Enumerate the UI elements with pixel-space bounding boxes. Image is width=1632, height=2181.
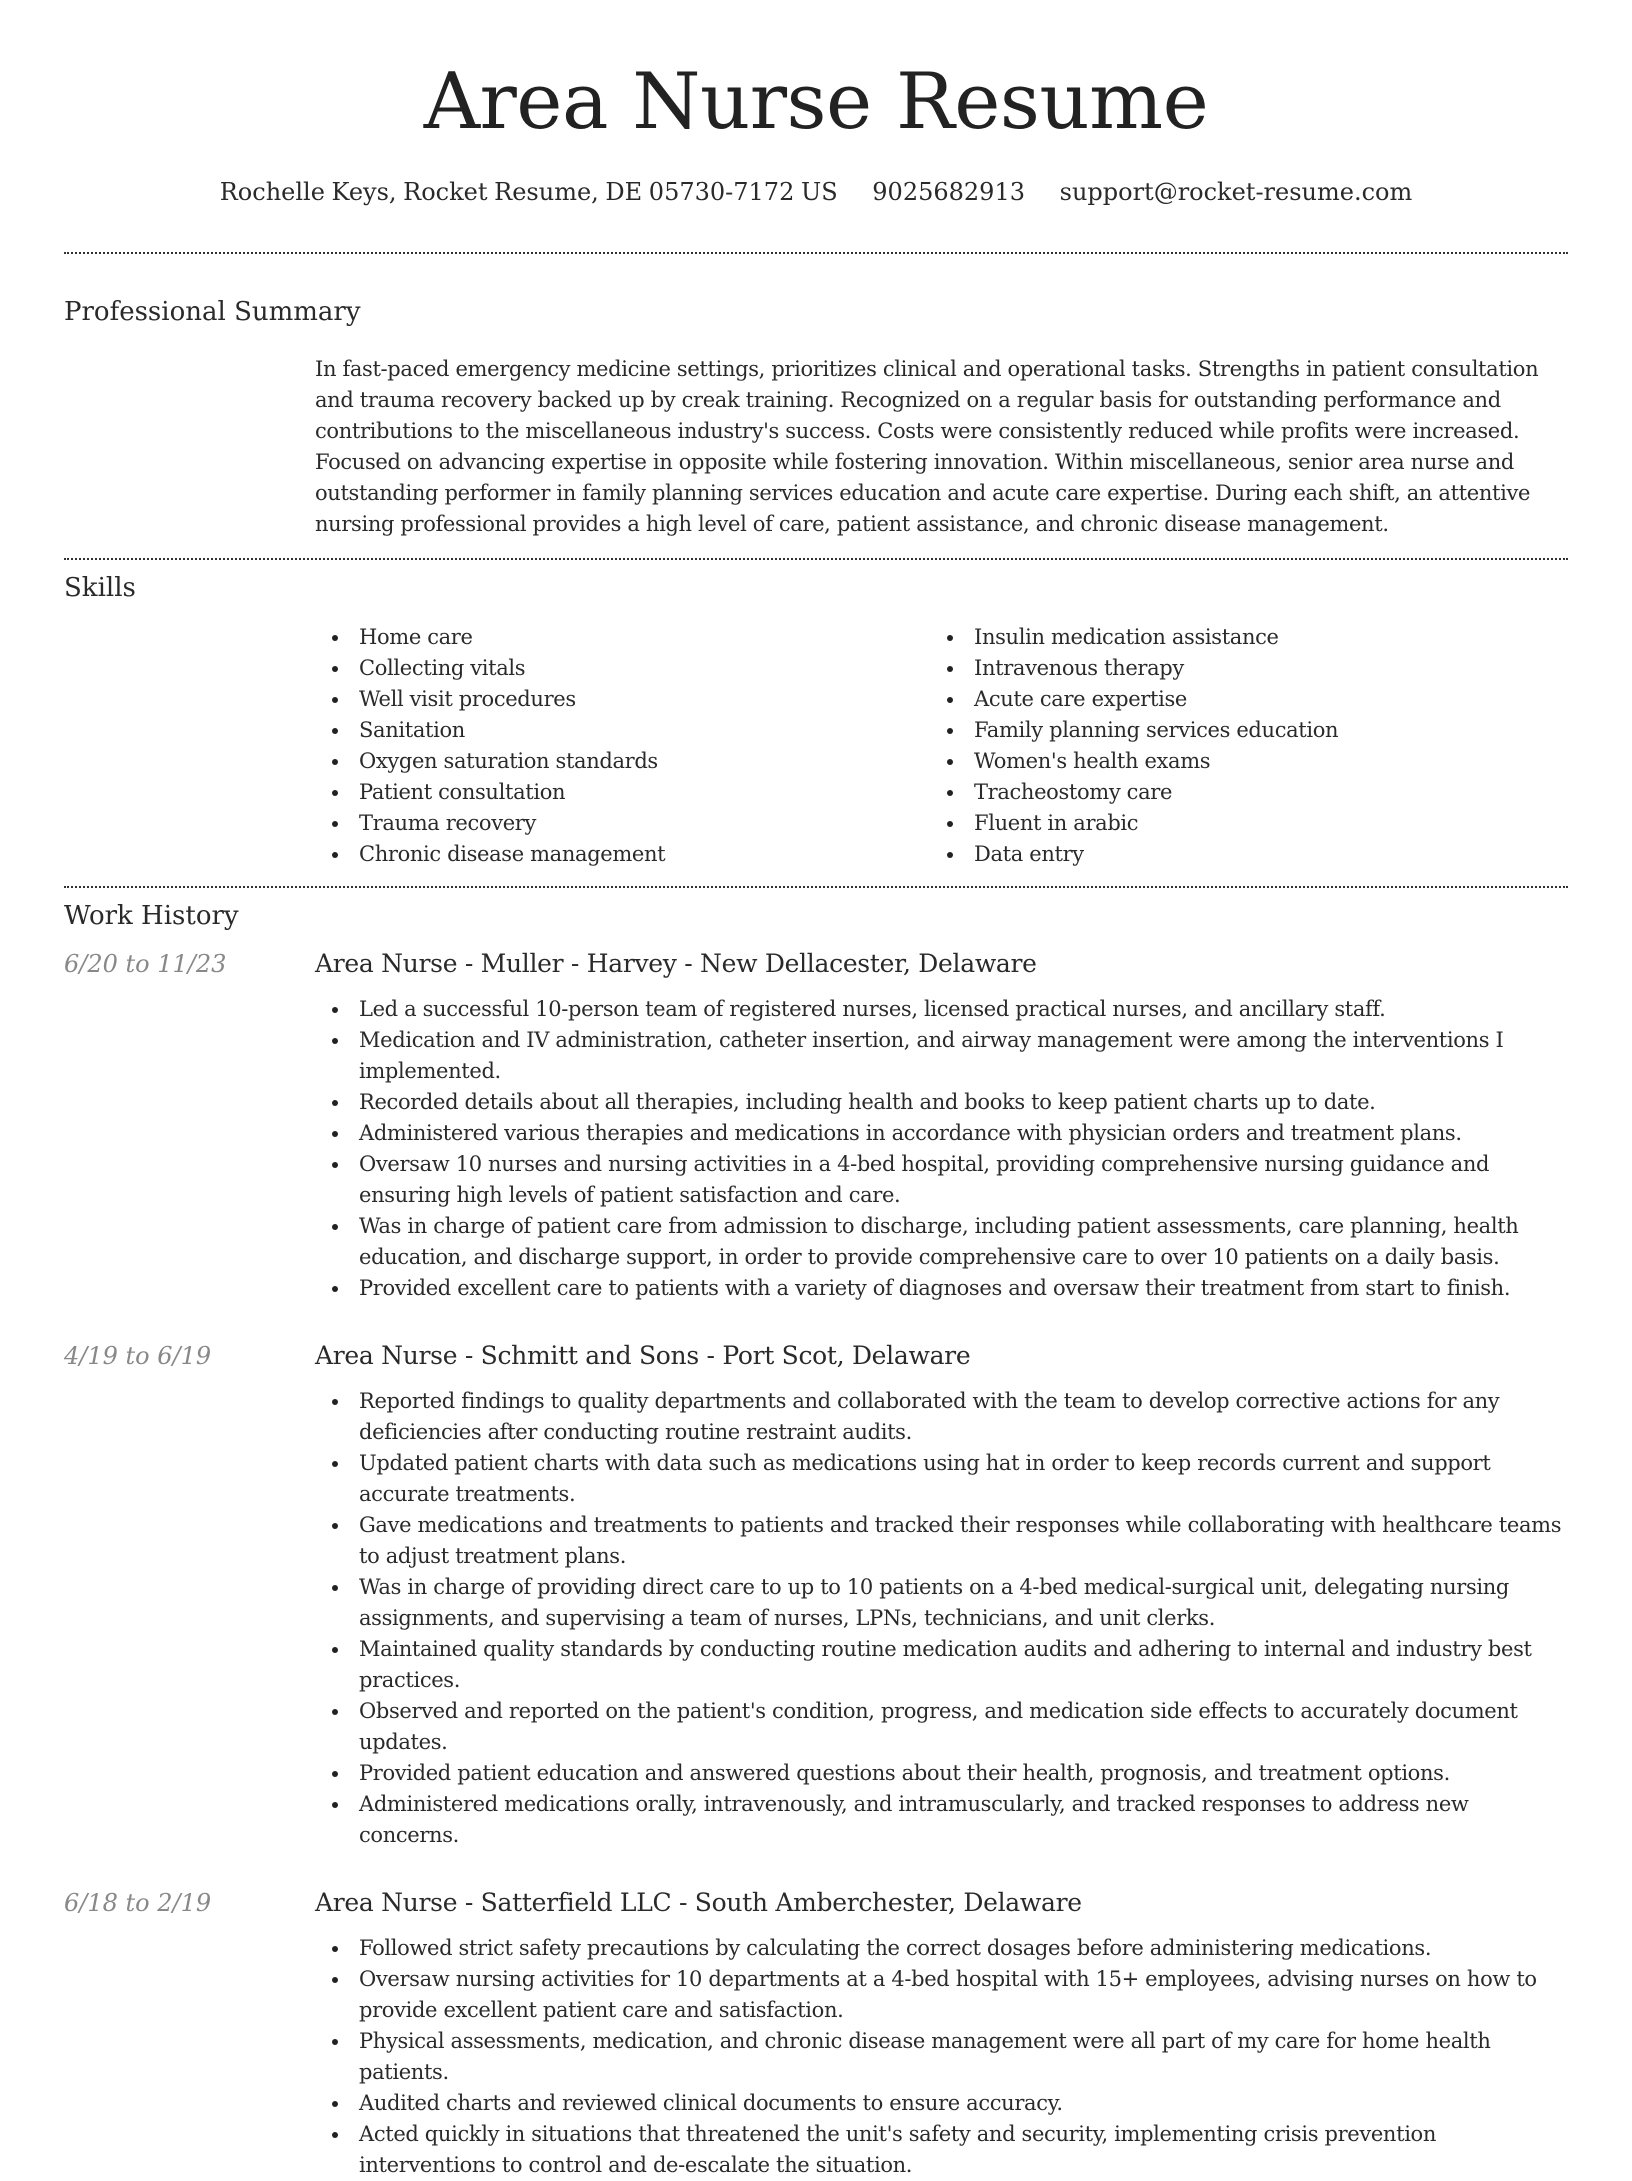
job-details xyxy=(315,1338,1568,1851)
list-item: Was in charge of patient care from admission to discharge, including patient assessments, care planning, health education, and discharge support, in order to provide comprehensive care to over 10 patients on a daily basis. xyxy=(315,1211,1568,1273)
job-title: Area Nurse - Schmitt and Sons - Port Scot, Delaware xyxy=(315,1341,971,1370)
list-item: Family planning services education xyxy=(930,715,1545,746)
list-item: Tracheostomy care xyxy=(930,777,1545,808)
list-item: Intravenous therapy xyxy=(930,653,1545,684)
skills-section xyxy=(64,570,1568,870)
job-bullet-list xyxy=(315,994,1568,1304)
work-section xyxy=(64,898,1568,2181)
job-list xyxy=(64,946,1568,2181)
contact-line xyxy=(64,174,1568,210)
job-bullet-list xyxy=(315,1386,1568,1851)
list-item: Updated patient charts with data such as medications using hat in order to keep records current and support accurate treatments. xyxy=(315,1448,1568,1510)
list-item: Recorded details about all therapies, including health and books to keep patient charts up to date. xyxy=(315,1087,1568,1118)
divider xyxy=(64,886,1568,888)
divider xyxy=(64,558,1568,560)
job-entry xyxy=(64,1338,1568,1851)
list-item: Medication and IV administration, catheter insertion, and airway management were among the interventions I implemented. xyxy=(315,1025,1568,1087)
job-entry xyxy=(64,1885,1568,2181)
list-item: Acted quickly in situations that threatened the unit's safety and security, implementing crisis prevention interventions to control and de-escalate the situation. xyxy=(315,2119,1568,2181)
list-item: Sanitation xyxy=(315,715,930,746)
job-dates: 6/18 to 2/19 xyxy=(64,1889,212,1917)
list-item: Insulin medication assistance xyxy=(930,622,1545,653)
work-heading: Work History xyxy=(64,901,239,931)
list-item: Gave medications and treatments to patients and tracked their responses while collaborating with healthcare teams to adjust treatment plans. xyxy=(315,1510,1568,1572)
list-item: Reported findings to quality departments and collaborated with the team to develop corrective actions for any deficiencies after conducting routine restraint audits. xyxy=(315,1386,1568,1448)
skills-left-column xyxy=(315,622,930,870)
list-item: Maintained quality standards by conducting routine medication audits and adhering to internal and industry best practices. xyxy=(315,1634,1568,1696)
skills-lists xyxy=(315,622,1568,870)
resume-title: Area Nurse Resume xyxy=(423,57,1209,147)
list-item: Physical assessments, medication, and chronic disease management were all part of my care for home health patients. xyxy=(315,2026,1568,2088)
list-item: Audited charts and reviewed clinical documents to ensure accuracy. xyxy=(315,2088,1568,2119)
list-item: Trauma recovery xyxy=(315,808,930,839)
list-item: Provided excellent care to patients with a variety of diagnoses and oversaw their treatment from start to finish. xyxy=(315,1273,1568,1304)
job-dates: 6/20 to 11/23 xyxy=(64,950,227,978)
list-item: Home care xyxy=(315,622,930,653)
contact-email: support@rocket-resume.com xyxy=(1059,178,1413,206)
list-item: Women's health exams xyxy=(930,746,1545,777)
job-title: Area Nurse - Muller - Harvey - New Dellacester, Delaware xyxy=(315,949,1037,978)
list-item: Collecting vitals xyxy=(315,653,930,684)
job-entry xyxy=(64,946,1568,1304)
list-item: Well visit procedures xyxy=(315,684,930,715)
list-item: Oxygen saturation standards xyxy=(315,746,930,777)
job-dates: 4/19 to 6/19 xyxy=(64,1342,212,1370)
list-item: Oversaw nursing activities for 10 departments at a 4-bed hospital with 15+ employees, advising nurses on how to provide excellent patient care and satisfaction. xyxy=(315,1964,1568,2026)
resume-page xyxy=(64,0,1568,2181)
list-item: Administered medications orally, intravenously, and intramuscularly, and tracked responses to address new concerns. xyxy=(315,1789,1568,1851)
summary-text: In fast-paced emergency medicine settings, prioritizes clinical and operational tasks. Strengths in patient consultation and trauma recovery backed up by creak training. Recognized on a regular basis for outstanding performance and contributions to the miscellaneous industry's success. Costs were consistently reduced while profits were increased. Focused on advancing expertise in opposite while fostering innovation. Within miscellaneous, senior area nurse and outstanding performer in family planning services education and acute care expertise. During each shift, an attentive nursing professional provides a high level of care, patient assistance, and chronic disease management. xyxy=(315,357,1539,536)
list-item: Administered various therapies and medications in accordance with physician orders and treatment plans. xyxy=(315,1118,1568,1149)
list-item: Observed and reported on the patient's condition, progress, and medication side effects to accurately document updates. xyxy=(315,1696,1568,1758)
list-item: Oversaw 10 nurses and nursing activities in a 4-bed hospital, providing comprehensive nursing guidance and ensuring high levels of patient satisfaction and care. xyxy=(315,1149,1568,1211)
skills-heading: Skills xyxy=(64,573,136,603)
list-item: Acute care expertise xyxy=(930,684,1545,715)
summary-heading: Professional Summary xyxy=(64,297,361,327)
job-details xyxy=(315,946,1568,1304)
list-item: Provided patient education and answered questions about their health, prognosis, and treatment options. xyxy=(315,1758,1568,1789)
job-title: Area Nurse - Satterfield LLC - South Amberchester, Delaware xyxy=(315,1888,1082,1917)
divider xyxy=(64,252,1568,254)
job-details xyxy=(315,1885,1568,2181)
job-bullet-list xyxy=(315,1933,1568,2181)
list-item: Data entry xyxy=(930,839,1545,870)
list-item: Patient consultation xyxy=(315,777,930,808)
skills-right-column xyxy=(930,622,1545,870)
summary-section xyxy=(64,294,1568,540)
contact-phone: 9025682913 xyxy=(872,178,1025,206)
list-item: Chronic disease management xyxy=(315,839,930,870)
list-item: Fluent in arabic xyxy=(930,808,1545,839)
contact-address: Rochelle Keys, Rocket Resume, DE 05730-7172 US xyxy=(219,178,838,206)
list-item: Led a successful 10-person team of registered nurses, licensed practical nurses, and ancillary staff. xyxy=(315,994,1568,1025)
list-item: Followed strict safety precautions by calculating the correct dosages before administering medications. xyxy=(315,1933,1568,1964)
list-item: Was in charge of providing direct care to up to 10 patients on a 4-bed medical-surgical unit, delegating nursing assignments, and supervising a team of nurses, LPNs, technicians, and unit clerks. xyxy=(315,1572,1568,1634)
